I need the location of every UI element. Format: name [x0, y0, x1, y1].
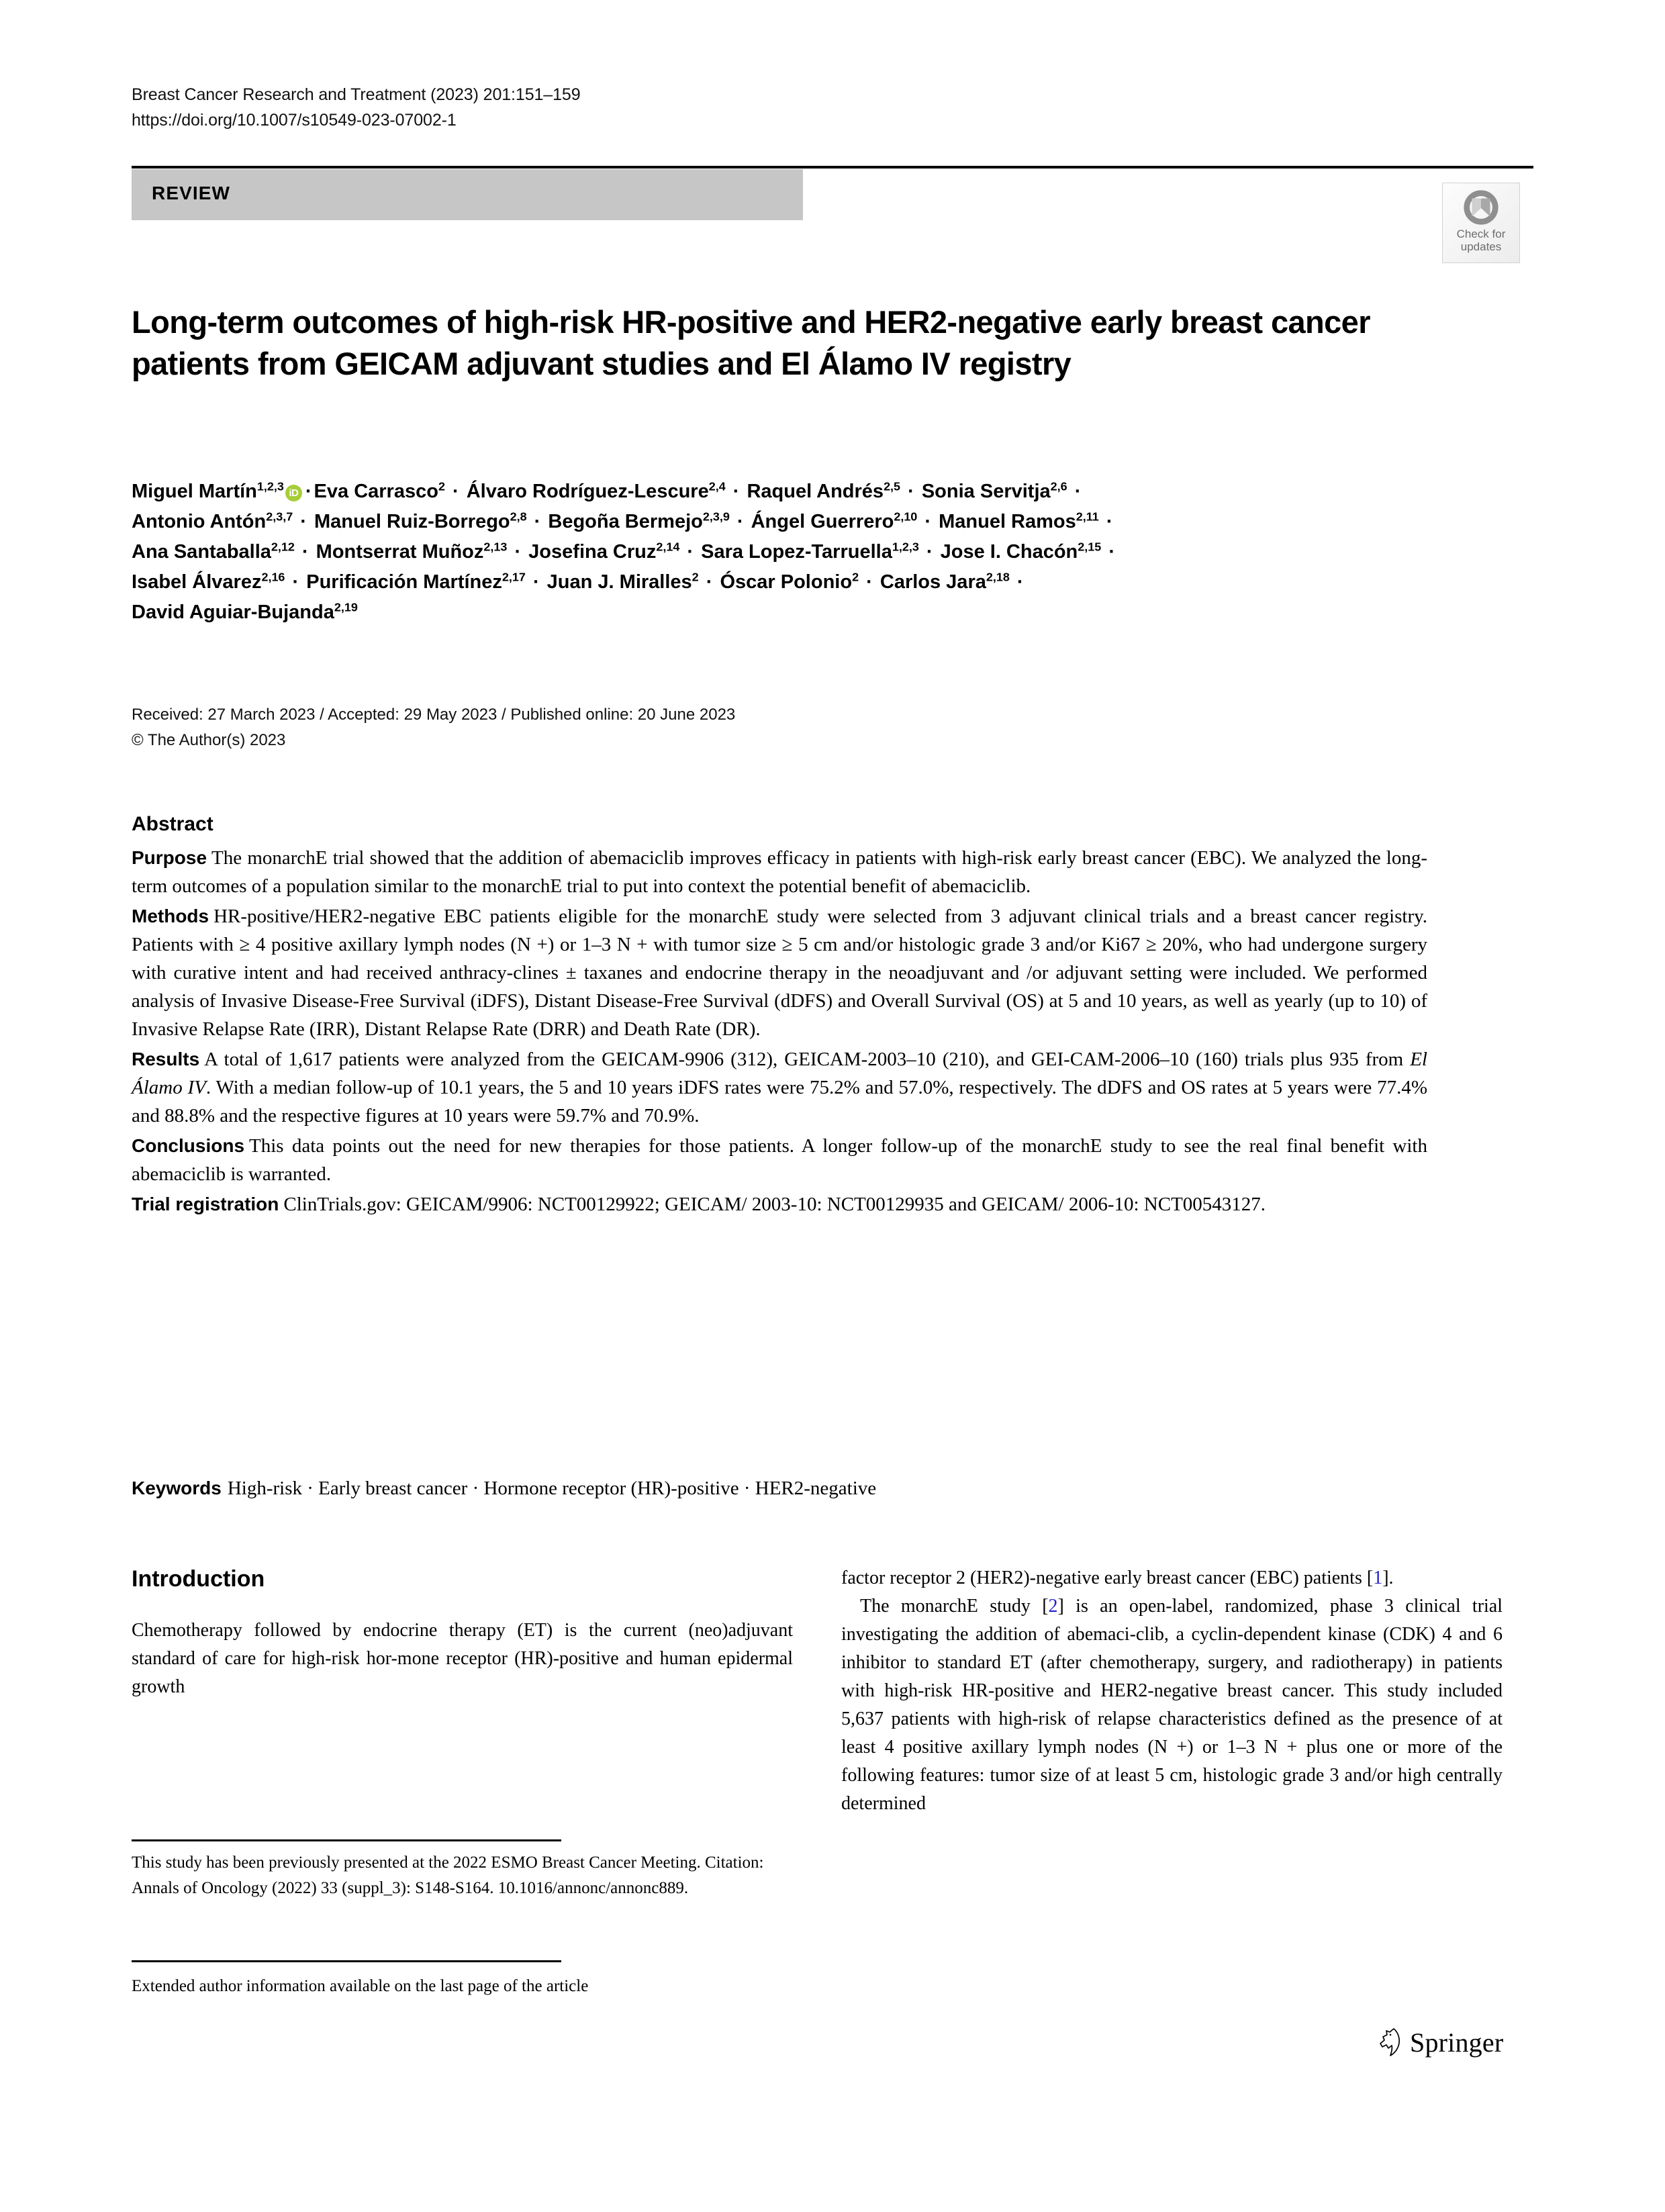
article-type-label: REVIEW: [152, 183, 231, 203]
intro-cont-before-ref: factor receptor 2 (HER2)-negative early breast cancer (EBC) patients [: [841, 1568, 1374, 1588]
abstract-trial-registration-label: Trial registration: [132, 1194, 279, 1214]
citation-link-2[interactable]: 2: [1048, 1596, 1058, 1617]
keywords-text: High-risk · Early breast cancer · Hormone receptor (HR)-positive · HER2-negative: [227, 1478, 877, 1499]
article-type-band: [132, 169, 803, 220]
footnote-divider-2: [132, 1960, 561, 1962]
springer-logo: [1374, 2026, 1503, 2060]
abstract-purpose: [132, 844, 1427, 900]
intro-cont-after-ref: ].: [1382, 1568, 1394, 1588]
crossmark-line-2: updates: [1460, 240, 1502, 253]
received-accepted-published: Received: 27 March 2023 / Accepted: 29 May 2023 / Published online: 20 June 2023: [132, 706, 736, 724]
author-list: [132, 477, 1427, 628]
abstract-results-label: Results: [132, 1049, 200, 1069]
check-for-updates-badge[interactable]: [1442, 183, 1520, 263]
author-line-5: David Aguiar-Bujanda$^{2,19}$: [132, 600, 358, 623]
intro-p2-before-ref: The monarchE study [: [860, 1596, 1049, 1617]
author-line-2: Antonio Antón$^{2,3,7}$ · Manuel Ruiz-Borrego$^{2,8}$ · Begoña Bermejo$^{2,3,9}$ · Ángel Guerrero$^{2,10}$ · Manuel Ramos$^{2,11}$ ·: [132, 510, 1113, 532]
footnote-divider-1: [132, 1839, 561, 1841]
author-line-1: Miguel Martín$^{1,2,3}$iD · Eva Carrasco$^2$ · Álvaro Rodríguez-Lescure$^{2,4}$ · Raquel Andrés$^{2,5}$ · Sonia Servitja$^{2,6}$ ·: [132, 479, 1082, 502]
abstract-heading: Abstract: [132, 813, 213, 835]
abstract-results-text-after: . With a median follow-up of 10.1 years, the 5 and 10 years iDFS rates were 75.2% and 57.0%, respectively. The dDFS and OS rates at 5 years were 77.4% and 88.8% and the respective figures at 10 years were 59.7% and 70.9%.: [132, 1077, 1427, 1126]
body-column-left: [132, 1564, 793, 1701]
abstract-conclusions-text: This data points out the need for new therapies for those patients. A longer follow-up of the monarchE study to see the real final benefit with abemaciclib is warranted.: [132, 1135, 1427, 1185]
abstract-methods: [132, 902, 1427, 1043]
journal-citation: Breast Cancer Research and Treatment (2023) 201:151–159: [132, 85, 581, 104]
crossmark-line-1: Check for: [1456, 228, 1506, 240]
abstract-trial-registration: [132, 1190, 1427, 1218]
abstract-conclusions-label: Conclusions: [132, 1135, 245, 1156]
springer-wordmark: Springer: [1410, 2027, 1504, 2058]
footnote-previously-presented: This study has been previously presented at the 2022 ESMO Breast Cancer Meeting. Citation: Annals of Oncology (2022) 33 (suppl_3): S148-S164. 10.1016/annonc/annonc889.: [132, 1854, 764, 1897]
author-line-4: Isabel Álvarez$^{2,16}$ · Purificación Martínez$^{2,17}$ · Juan J. Miralles$^2$ · Óscar Polonio$^2$ · Carlos Jara$^{2,18}$ ·: [132, 570, 1024, 593]
abstract-results-text-before: A total of 1,617 patients were analyzed from the GEICAM-9906 (312), GEICAM-2003–10 (210), and GEI-CAM-2006–10 (160) trials plus 935 from: [204, 1049, 1411, 1070]
abstract-results: [132, 1045, 1427, 1130]
keywords-section: [132, 1474, 1427, 1502]
abstract-methods-text: HR-positive/HER2-negative EBC patients eligible for the monarchE study were selected from 3 adjuvant clinical trials and a breast cancer registry. Patients with ≥ 4 positive axillary lymph nodes (N +) or 1–3 N + with tumor size ≥ 5 cm and/or histologic grade 3 and/or Ki67 ≥ 20%, who had undergone surgery with curative intent and had received anthracy-clines ± taxanes and endocrine therapy in the neoadjuvant and /or adjuvant setting were included. We performed analysis of Invasive Disease-Free Survival (iDFS), Distant Disease-Free Survival (dDFS) and Overall Survival (OS) at 5 and 10 years, as well as yearly (up to 10) of Invasive Relapse Rate (IRR), Distant Relapse Rate (DRR) and Death Rate (DR).: [132, 906, 1427, 1040]
publication-dates: [132, 702, 1273, 753]
abstract-section: [132, 811, 1427, 1220]
journal-doi[interactable]: https://doi.org/10.1007/s10549-023-07002-1: [132, 111, 457, 130]
citation-link-1[interactable]: 1: [1373, 1568, 1383, 1588]
keywords-label: Keywords: [132, 1478, 222, 1498]
crossmark-icon: [1462, 188, 1501, 227]
abstract-trial-registration-text: ClinTrials.gov: GEICAM/9906: NCT00129922; GEICAM/ 2003-10: NCT00129935 and GEICAM/ 2006-10: NCT00543127.: [283, 1194, 1266, 1215]
introduction-heading: Introduction: [132, 1566, 265, 1592]
intro-p2-after-ref: ] is an open-label, randomized, phase 3 clinical trial investigating the addition of abemaci-clib, a cyclin-dependent kinase (CDK) 4 and 6 inhibitor to standard ET (after chemotherapy, surgery, and radiotherapy) in patients with high-risk HR-positive and HER2-negative breast cancer. This study included 5,637 patients with high-risk of relapse characteristics defined as the presence of at least 4 positive axillary lymph nodes (N +) or 1–3 N + plus one or more of the following features: tumor size of at least 5 cm, histologic grade 3 and/or high centrally determined: [841, 1596, 1503, 1814]
author-line-3: Ana Santaballa$^{2,12}$ · Montserrat Muñoz$^{2,13}$ · Josefina Cruz$^{2,14}$ · Sara Lopez-Tarruella$^{1,2,3}$ · Jose I. Chacón$^{2,15}$ ·: [132, 540, 1115, 563]
page-title: Long-term outcomes of high-risk HR-positive and HER2-negative early breast cancer patients from GEICAM adjuvant studies and El Álamo IV registry: [132, 304, 1370, 382]
abstract-purpose-label: Purpose: [132, 847, 207, 868]
footnote-author-information: Extended author information available on the last page of the article: [132, 1977, 589, 1995]
copyright-line: © The Author(s) 2023: [132, 731, 286, 749]
abstract-results-study-name: El Álamo IV: [132, 1049, 1427, 1098]
introduction-paragraph-continued: [841, 1564, 1503, 1592]
springer-knight-icon: [1374, 2026, 1403, 2060]
header-divider: [132, 166, 1533, 169]
abstract-purpose-text: The monarchE trial showed that the addition of abemaciclib improves efficacy in patients with high-risk early breast cancer (EBC). We analyzed the long-term outcomes of a population similar to the monarchE trial to put into context the potential benefit of abemaciclib.: [132, 847, 1427, 897]
body-column-right: [841, 1564, 1503, 1818]
introduction-paragraph-left: Chemotherapy followed by endocrine therapy (ET) is the current (neo)adjuvant standard of care for high-risk hor-mone receptor (HR)-positive and human epidermal growth: [132, 1620, 793, 1697]
abstract-methods-label: Methods: [132, 906, 209, 926]
journal-header: [132, 82, 1206, 133]
introduction-paragraph-2: [841, 1592, 1503, 1818]
orcid-icon[interactable]: iD: [285, 485, 302, 501]
abstract-conclusions: [132, 1132, 1427, 1188]
